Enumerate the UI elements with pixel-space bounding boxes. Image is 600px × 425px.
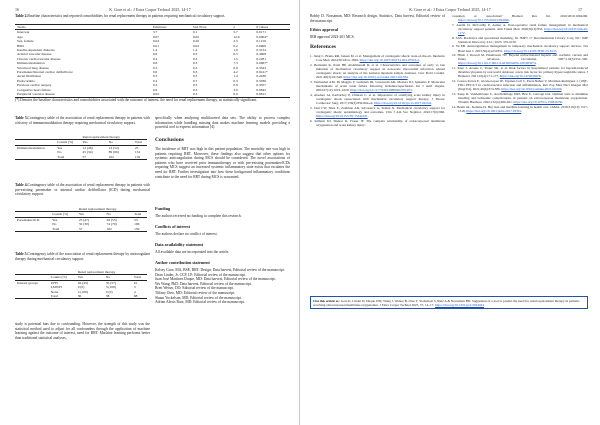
table2-cell: 0.2430: [256, 74, 267, 79]
reference-item: 1. Jiang C, Bruno RR, Jansen M, et al. Management of cardiogenic shock: state-of-the-art. Intensive Care Med. 2024;50:1814–1829. https://doi.org/10.1007/s00134-024-07616-x.: [310, 54, 445, 63]
table2-cell: Pacemaker/Internal cardiac defibrillator: [17, 70, 73, 75]
table4-cell: 159: [134, 226, 140, 231]
acs-heading: Author contribution statement: [155, 260, 210, 265]
table2-cell: 0.3: [152, 83, 158, 88]
table4-cell: No: [52, 222, 57, 227]
page-number: 16: [15, 7, 19, 12]
table2-cell: 5.7: [233, 30, 238, 35]
table5-header-cell: Total: [133, 275, 142, 280]
right-page: [300, 0, 600, 425]
reference-item: 9. Yu EB. Anticoagulation management in temporary mechanical circulatory support devices. Tex Heart Inst J. 2023;50(4):e231831. https://doi.org/10.14503/THIJ-23-8135.: [452, 44, 588, 53]
table2-cell: 0.3: [233, 78, 238, 83]
table2-cell: 3.7: [152, 30, 158, 35]
table2-cell: 1.4: [152, 48, 158, 53]
table2-cell: 0.7: [192, 78, 198, 83]
table3-cell: 57: [82, 154, 86, 159]
table3-cell: 89 (66): [108, 150, 119, 155]
das-text: All available data are incorporated into the article.: [155, 250, 230, 254]
table2-cell: 0.02: [152, 92, 160, 97]
reference-doi-link[interactable]: https://doi.org/10.2215/CJN.15341021: [316, 114, 368, 119]
table2-cell: 0.3: [152, 74, 158, 79]
conclusions-heading: Conclusions: [155, 137, 184, 143]
reference-item: 14. Beam AL, Kohane IS. Big data and machine learning in health care. JAMA. 2018;319(13):1317-1318. https://doi.org/10.1001/jama.2017.18391.: [452, 104, 588, 113]
journal-running-title: K. Gore et al.: J Extra Corpor Technol 2025, 14-17: [109, 7, 191, 12]
table3-cell: [15, 155, 55, 160]
coi-heading: Conflicts of interest: [155, 224, 191, 229]
table4-cell: 32 (30): [78, 222, 90, 227]
table3-header-cell: No: [108, 140, 113, 145]
citation-doi-link[interactable]: https://doi.org/10.1051/ject/2024044: [435, 302, 484, 307]
references-column-2: [452, 14, 588, 113]
table4-cell: 74 (70): [106, 222, 117, 227]
reference-item: 11. Kaur J, Arsene C, Yadav SK, et al. Risk factors in hospitalized patients for heparin-induced thrombocytopenia by real world database: a new risk factor for primary hypercoagulable states. J Hematol. 2021;10(4):171-177. https://doi.org/10.14740/jh676.: [452, 65, 588, 79]
acs-list: [155, 268, 290, 305]
table2-cell: 0.2281: [256, 56, 267, 61]
table2-cell: 0.6: [152, 87, 158, 92]
funding-heading: Funding: [155, 206, 171, 211]
table5-cell: 3: [133, 285, 136, 290]
table2-footnote: (*) Denotes the baseline characteristics and comorbidities associated with the outcome of interest, the need for renal replacement therapy, as statistically significant.: [15, 98, 258, 102]
reference-doi-link[interactable]: https://doi.org/10.1055/a-1508-8230: [513, 100, 563, 105]
table4-cell: 53: [134, 217, 138, 222]
table3-cell: No: [57, 150, 62, 155]
table2-cell: 0.0067*: [256, 61, 268, 66]
table3-cell: 13 (52): [108, 145, 119, 150]
table5-header-cell: No: [105, 275, 111, 280]
table2-cell: 0.5936: [256, 78, 267, 83]
table2-cell: 1.0: [233, 48, 238, 53]
table4-header-cell: Total: [134, 212, 142, 217]
table5: [15, 270, 147, 299]
table2-cell: 0.5: [233, 52, 238, 57]
author-contribution-item: Kelsey Gore, MA, BSE, RRT: Design, Data harvest, Editorial review of the manuscript.: [155, 268, 285, 272]
journal-running-title: K. Gore et al.: J Extra Corpor Technol 2025, 14-17: [409, 7, 491, 12]
table5-cell: 26 (43): [77, 280, 88, 285]
table5-group-header: Renal replacement therapy: [77, 270, 116, 274]
table2-cell: Atrial fibrillation: [17, 74, 42, 79]
table2-cell: 0.8: [152, 61, 158, 66]
table3-cell: 134: [134, 150, 141, 155]
table2-cell: 1.5: [233, 56, 238, 61]
table2-cell: Immunomodulation: [17, 61, 45, 66]
table3-header-cell: Total: [134, 140, 143, 145]
table3-caption: Table 3.Contingency table of the association of renal replacement therapy in patients with a history of immunomodulation therapy requiring mechanical circulatory support.: [15, 116, 150, 125]
table2-cell: Congestive heart failure: [17, 87, 51, 92]
table3-cell: Total: [57, 154, 65, 159]
table2-cell: 0.3: [192, 92, 198, 97]
table2-cell: 0.3: [192, 52, 198, 57]
table5-cell: 4 (100): [77, 289, 88, 294]
table2-cell: 0.0171: [256, 30, 267, 35]
table4-cell: [15, 227, 50, 232]
reference-doi-link[interactable]: https://doi.org/10.1001/jama.2017.18391: [466, 108, 522, 113]
table5-header-cell: Counts (%): [50, 275, 67, 280]
table2-cell: 0.3: [192, 87, 198, 92]
table5-cell: LMWH: [50, 285, 62, 290]
ethics-heading: Ethics approval: [310, 27, 339, 32]
table3-cell: Yes: [57, 145, 63, 150]
table2-cell: 0.3343: [256, 65, 267, 70]
table5-cell: UFH: [50, 280, 58, 285]
table2-cell: Intercept: [17, 30, 30, 35]
table5-cell: 0 (0): [105, 289, 113, 294]
table4-cell: Yes: [52, 217, 58, 222]
table2-cell: 0.3: [192, 83, 198, 88]
reference-doi-link[interactable]: https://doi.org/10.1016/j.jtcvs.2017.04.042: [374, 101, 432, 106]
table5-cell: None: [50, 289, 59, 294]
discussion-text-end: study is potential bias due to confounding. However, the strength of this study was the statistical method used to adjust for all confounders through the application of machine learning against the outcome of interest, need for RRT. Machine learning performs better than traditional statistical analyses,: [15, 322, 150, 340]
table5-cell: 35 (57): [105, 280, 117, 285]
table2-cell: 0.3357: [256, 83, 267, 88]
table2-cell: 3.0: [233, 87, 238, 92]
reference-item: 10. Hirsh J, Dowell M, Eikelboom JW. Beyond unfractionated heparin and warfarin: current and future advances. Circulation. 2007;116(5):552–560. https://doi.org/10.1161/CIRCULATIONAHA.106.685974.: [452, 53, 588, 66]
table2-cell: 0.0845: [256, 87, 267, 92]
reference-doi-link[interactable]: https://doi.org/10.1161/CIRCULATIONAHA.106.685974: [458, 61, 536, 66]
table2-header-cell: P values: [256, 25, 269, 29]
table4-cell: Total: [52, 226, 60, 231]
table3-header-cell: Counts (%): [57, 140, 74, 145]
references-heading: References: [310, 44, 336, 50]
table5-cell: 4: [133, 289, 136, 294]
table2-cell: 1.4: [233, 74, 238, 79]
table2-cell: 0.6: [152, 52, 158, 57]
reference-doi-link[interactable]: https://doi.org/10.14503/THIJ-23-8135: [504, 48, 557, 53]
table3-cell: 25: [134, 145, 139, 150]
table4-cell: 102: [106, 226, 112, 231]
table2-cell: 0.9611: [256, 92, 266, 97]
table2-cell: 0.0004*: [256, 34, 268, 39]
table2-cell: 0.6: [152, 70, 158, 75]
table2-cell: 0.4: [152, 56, 158, 61]
table5-cell: 38: [105, 294, 110, 299]
author-contribution-item: Brett Weiser, DO: Editorial review of the manuscript.: [155, 286, 234, 291]
author-contribution-item: Shaun Yockelson, MD: Editorial review of the manuscript.: [155, 295, 242, 300]
citation-label: Cite this article as:: [313, 298, 340, 303]
table5-cell: 61: [133, 280, 138, 285]
author-contribution-item: Wu Wang, PhD: Data harvest, Editorial review of the manuscript.: [155, 281, 252, 286]
table2-cell: 0.3: [192, 56, 198, 61]
table2-cell: Arterial vascular disease: [17, 52, 52, 57]
table2-cell: 0.0411*: [256, 70, 268, 75]
table4-cell: 57: [78, 226, 83, 231]
table4-row: [15, 227, 147, 232]
reference-item: 8. SAS. Predictive and specialized modeling, In: JMP® 17 Documentation Library. Cary, NC: JMP Statistical Discovery LLC; 2023. 355-6150.: [452, 35, 588, 44]
table3-cell: 45 (34): [82, 150, 93, 155]
table5-cell: 3 (100): [105, 285, 117, 290]
table4-cell: Pacemaker/ICD: [17, 217, 40, 222]
table2-header-cell: Estimates: [152, 25, 167, 29]
reference-item: 4. Abedeer AI, Karbartley P, Chiuran C, et al. Importance of stratifying acute kidney injury in cardiogenic shock resuscitated with mechanical circulatory support therapy. J Thorac Cardiovasc Surg. 2017;156(3):850-864.e4. https://doi.org/10.1016/j.jtcvs.2017.04.042.: [310, 92, 445, 106]
table2-cell: Structural lung disease: [17, 65, 49, 70]
table2-cell: 0.9: [233, 83, 238, 88]
table2-cell: 0.1: [192, 30, 198, 35]
table4-cell: 106: [134, 222, 140, 227]
table2-cell: Endocarditis: [17, 78, 35, 83]
table2-cell: 12.9: [233, 34, 240, 39]
reference-doi-link[interactable]: https://doi.org/10.21037/atm-20-1172: [458, 26, 588, 36]
page-number: 17: [578, 7, 582, 12]
author-contribution-item: Dean Linder, Jr, CCP, LP: Editorial review of the manuscript.: [155, 272, 246, 277]
table3-cell: 12 (48): [82, 145, 93, 150]
citation-box: [310, 296, 588, 309]
table2-cell: Chronic cardiovascular disease: [17, 56, 61, 61]
table2-cell: 0.07: [152, 34, 160, 39]
table3-header-cell: Yes: [82, 140, 88, 145]
table2-cell: 0.3: [152, 65, 158, 70]
discussion-text: specifically when analyzing multifaceted data sets. The ability to process complex information while handling missing data makes machine learning models providing a powerful tool to express information [4].: [155, 116, 290, 130]
table2-cell: 0.0: [233, 92, 238, 97]
table3-cell: 159: [134, 154, 141, 159]
table2-header-cell: z: [233, 25, 235, 29]
reference-item: 6. Kilburn DJ, Shekar K, Fraser JF. The complex relationship of extracorporeal membrane oxygenation and acute kidney injury:: [310, 118, 445, 127]
table4: [15, 207, 147, 232]
table2-cell: Insulin-dependent diabetes: [17, 48, 55, 53]
table5-cell: Total: [50, 294, 58, 299]
table3-row: [15, 155, 147, 160]
table4-group-header: Renal replacement therapy: [78, 207, 117, 211]
table4-header-cell: Counts (%): [52, 212, 69, 217]
reference-doi-link[interactable]: https://doi.org/10.1155/2016/1094296: [458, 18, 509, 23]
reference-doi-link[interactable]: https://doi.org/10.1016/j.cpcardiol.2023.101584: [343, 75, 408, 80]
reference-item: 3. Vermeulen AM, Di Maggio F, Lesinnen IR, Groenveld AR, Mosters RJ, Spikema P. Molecular mechanisms of acute renal failure following ischemia/reperfusion. Int J Artif Organs. 2004;27(12):1019–1029. https://doi.org/10.1177/039139880402701203.: [310, 79, 445, 93]
table2-cell: 0.3154: [256, 48, 267, 53]
coi-text: The authors declare no conflict of interest.: [155, 232, 218, 236]
table3: [15, 135, 147, 160]
table2-cell: Age: [17, 34, 23, 39]
table2-cell: 0.3: [192, 61, 198, 66]
table2-cell: 0.3: [192, 65, 198, 70]
table2-header-cell: Std. Error: [192, 25, 207, 29]
table2-cell: 0.3: [192, 70, 198, 75]
table3-group-header: Renal replacement therapy: [82, 135, 120, 139]
table2-row: [15, 92, 290, 97]
table2-cell: 0.4: [152, 78, 158, 83]
table5-cell: 0 (0): [77, 285, 85, 290]
table5-cell: Interest groups: [17, 280, 38, 285]
table2-cell: 0.4608: [256, 52, 267, 57]
author-contribution-end: Bobby D. Nossaman, MD: Research design, Statistics, Data harvest, Editorial review of the manuscript.: [310, 14, 445, 23]
table2-cell: 0.3: [192, 74, 198, 79]
table2-cell: 4.2: [233, 70, 238, 75]
reference-item: 7. Austin D, McCarthy P, Asmar A. Post-operative renal failure management in mechanical circulatory support patients. Ann Transl Med. 2020;8(13):833. https://doi.org/10.21037/atm-20-1172.: [452, 22, 588, 36]
table2-cell: Sex, female: [17, 39, 34, 44]
reference-doi-link[interactable]: https://doi.org/10.1007/s00134-024-07616-x: [359, 58, 420, 63]
table2-cell: Peripheral vascular disease: [17, 92, 55, 97]
table5-cell: 68: [133, 294, 138, 299]
table2-cell: 1.4: [192, 48, 198, 53]
table4-cell: 25 (47): [78, 217, 90, 222]
table2-cell: 0.1159: [256, 39, 266, 44]
references-column-1: [310, 54, 445, 127]
table2-cell: 0.26: [192, 39, 200, 44]
table2-header-cell: Terms: [17, 25, 26, 29]
das-heading: Data availability statement: [155, 242, 204, 247]
table5-row: [15, 294, 147, 299]
table5-header-cell: Yes: [77, 275, 83, 280]
reference-doi-link[interactable]: https://doi.org/10.1177/039139880402701203: [350, 88, 412, 93]
table4-header-cell: Yes: [78, 212, 84, 217]
table2-cell: 0.6909: [256, 43, 267, 48]
reference-doi-link[interactable]: https://doi.org/10.14740/jh676: [499, 74, 541, 79]
table5-cell: 30: [77, 294, 82, 299]
table2-cell: 0.02: [192, 34, 200, 39]
table2-caption: Table 2.Baseline characteristics and reported comorbidities for renal replacement therapy in patients requiring mechanical circulatory support.: [15, 14, 226, 18]
author-contribution-item: Juan José Martínez Duque, MD: Data harvest, Editorial review of the manuscript.: [155, 277, 276, 282]
ethics-text: IRB approval 2023-201 MCS.: [310, 35, 355, 39]
table3-cell: Immunomodulation: [17, 145, 45, 150]
table2-cell: BMI: [17, 43, 24, 48]
table4-caption: Table 4.Contingency table of the association of renal replacement therapy in patients with pre-existing pacemaker or internal cardiac defibrillator (ICD) during mechanical circulatory support.: [15, 183, 150, 197]
reference-item: 12. Cesaro-Torres E, Alcala-Lopez JE, Espinet-Coll C, Peral-Nuñez V, Martinez-Rodriguez J. (18)F-FDG PET/CT in cardiovascular infection and inflammation. Rev Esp Med Nucl Imagen Mol (Engl Ed). 2021;40(6):374-386. https://doi.org/10.1016/j.remnie.2021.09.006.: [452, 78, 588, 92]
table2-cell: 0.01: [152, 43, 160, 48]
table2: [15, 24, 290, 98]
table2-cell: 0.9: [233, 65, 238, 70]
reference-doi-link[interactable]: https://doi.org/10.1016/j.remnie.2021.09.006: [501, 87, 562, 92]
table2-cell: 0.2: [233, 43, 238, 48]
table2-cell: 0.04: [152, 39, 160, 44]
table5-caption: Table 5.Contingency table of the association of renal replacement therapy by anticoagulant therapy during mechanical circulatory support.: [15, 252, 150, 261]
table5-cell: [15, 294, 49, 299]
author-contribution-item: Tiffany Oteo, MD: Editorial review of the manuscript.: [155, 290, 236, 295]
reference-item: 13. Kaup R, Vandenbroele C, Arachchillage DRJ, Brie E, Giovagi DA. Optimal tests to minimise bleeding and ischaemic complications in patients on extracorporeal membrane oxygenation. Thromb Haemost. 2022;122(4):480-491. https://doi.org/10.1055/a-1508-8230.: [452, 91, 588, 105]
citation-text: Gore K, Linder D, Duque JJM, Wang J, Weiser B, Oteo T, Yockelson S, Ruiz A & Nossaman BD. Suggestion of a tool to predict the need for renal replacement therapy in patients receiving extracorporeal membrane oxygenation. J Extra Corpor Technol 2025, 57, 14–17.: [313, 298, 580, 307]
table4-cell: 28 (53): [106, 217, 117, 222]
table2-cell: Previous cardiac surgery: [17, 83, 52, 88]
reference-item: 5. Tam CW, Shen E, Zeidman AD, Srivastava A, Toman N. Mechanical circulatory support for cardiogenic shock: epidemiology and outcomes. Clin J Am Soc Nephrol. 2022;17(6):960. https://doi.org/10.2215/CJN.15341021.: [310, 105, 445, 119]
table2-cell: 0.04: [192, 43, 200, 48]
reference-item: causation or association? Biomed Res Int. 2016;2016:1094296. https://doi.org/10.1155/2016/1094296.: [452, 14, 588, 23]
reference-item: 2. Bernstein K, Patel HP, Abdelmassih R, et al. Characteristics and outcomes of early vs late initiation of mechanical circulatory support in non-acute myocardial infarction related cardiogenic shock: an analysis of the national inpatient sample database. Curr Probl Cardiol. 2021;48(3):101548. https://doi.org/10.1016/j.cpcardiol.2023.101584.: [310, 62, 445, 80]
author-contribution-item: Adrian Alexis Ruiz, MD: Editorial review of the manuscript.: [155, 300, 245, 305]
conclusions-text: The incidence of RRT was high in this patient population. The mortality rate was high in patients requiring RRT. Moreover, these findings also suggest that other options for systemic anticoagulation during MCS should be considered. The novel associations of patients who have received prior immunotherapy or with pre-existing pacemaker/ICDs requiring MCS suggest an increased systemic inflammatory state exists that escalates the need for RRT. Further investigation into how these background inflammatory conditions contribute to the need for RRT during MCS is warranted.: [155, 147, 290, 179]
table2-cell: 2.5: [233, 39, 238, 44]
table2-cell: 7.3: [233, 61, 238, 66]
table4-header-cell: No: [106, 212, 111, 217]
funding-text: The authors received no funding to complete this research.: [155, 214, 242, 218]
table3-cell: 102: [108, 154, 114, 159]
